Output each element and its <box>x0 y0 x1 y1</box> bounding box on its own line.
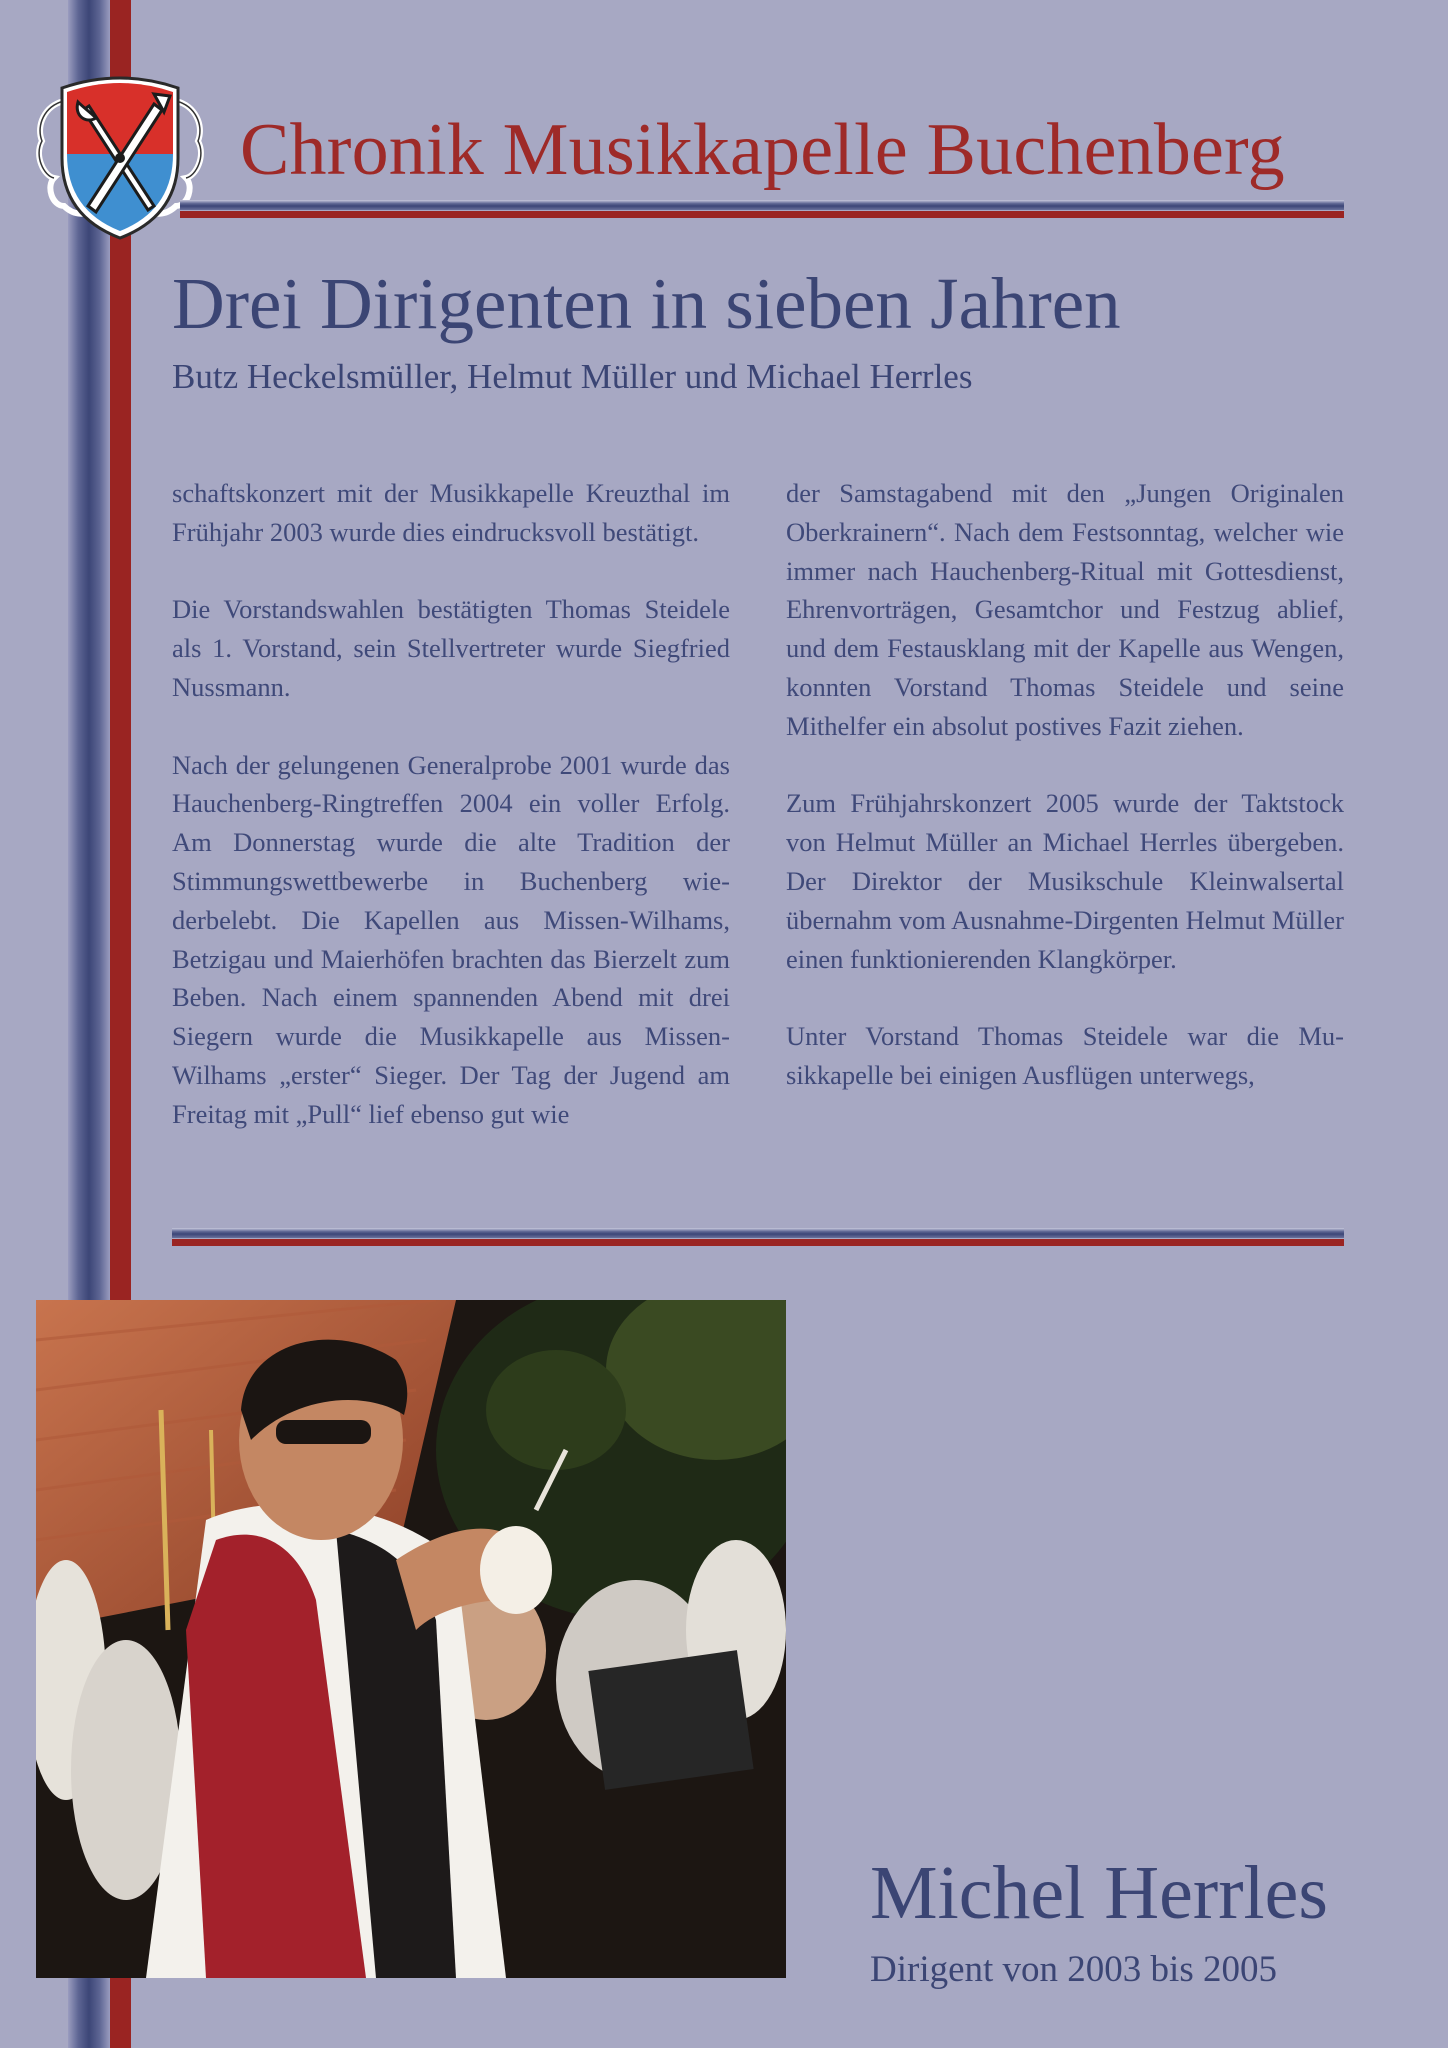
article-subheadline: Butz Heckelsmüller, Helmut Müller und Michael Herrles <box>172 357 973 396</box>
paragraph: Zum Frühjahrskonzert 2005 wurde der Taktstock von Helmut Müller an Michael Herrles übergeben. Der Direktor der Musikschule Kleinwalsertal übernahm vom Ausnahme-Dirgenten Helmut Müller einen funktionierenden Klangkörper. <box>786 788 1344 974</box>
paragraph: Nach der gelungenen Generalprobe 2001 wurde das Hauchenberg-Ringtreffen 2004 ein voller Erfolg. Am Donnerstag wurde die alte Tradition der Stimmungswettbewerbe in Buchenberg wiederbelebt. Die Kapellen aus Missen-Wilhams, Betzigau und Maierhöfen brachten das Bierzelt zum Beben. Nach einem spannenden Abend mit drei Siegern wurde die Musikkapelle aus Missen-Wilhams „erster“ Sieger. Der Tag der Jugend am Freitag mit „Pull“ lief ebenso gut wie <box>172 749 730 1129</box>
section-rule <box>172 1228 1344 1246</box>
article-headline: Drei Dirigenten in sieben Jahren <box>172 263 1121 344</box>
conductor-photo <box>36 1300 786 1978</box>
paragraph: der Samstagabend mit den „Jungen Originalen Oberkrainern“. Nach dem Festsonntag, welcher wie immer nach Hauchenberg-Ritual mit Gottesdienst, Ehrenvorträgen, Gesamtchor und Festzug ablief, und dem Festausklang mit der Kapelle aus Wengen, konnten Vorstand Thomas Steidele und seine Mithelfer ein absolut postives Fazit ziehen. <box>786 478 1344 741</box>
paragraph: Unter Vorstand Thomas Steidele war die Musikkapelle bei einigen Ausflügen unterwegs, <box>786 1021 1344 1090</box>
paragraph: Die Vorstandswahlen bestätigten Thomas Steidele als 1. Vorstand, sein Stellvertreter wurde Siegfried Nussmann. <box>172 594 730 702</box>
masthead-title: Chronik Musikkapelle Buchenberg <box>240 109 1285 191</box>
left-text-column <box>172 474 730 1172</box>
photo-caption-name: Michel Herrles <box>870 1851 1328 1935</box>
paragraph: schaftskonzert mit der Musikkapelle Kreuzthal im Frühjahr 2003 wurde dies eindrucksvoll bestätigt. <box>172 478 730 547</box>
header-rule <box>180 200 1344 218</box>
photo-caption-role: Dirigent von 2003 bis 2005 <box>870 1949 1277 1990</box>
right-text-column <box>786 474 1344 1134</box>
